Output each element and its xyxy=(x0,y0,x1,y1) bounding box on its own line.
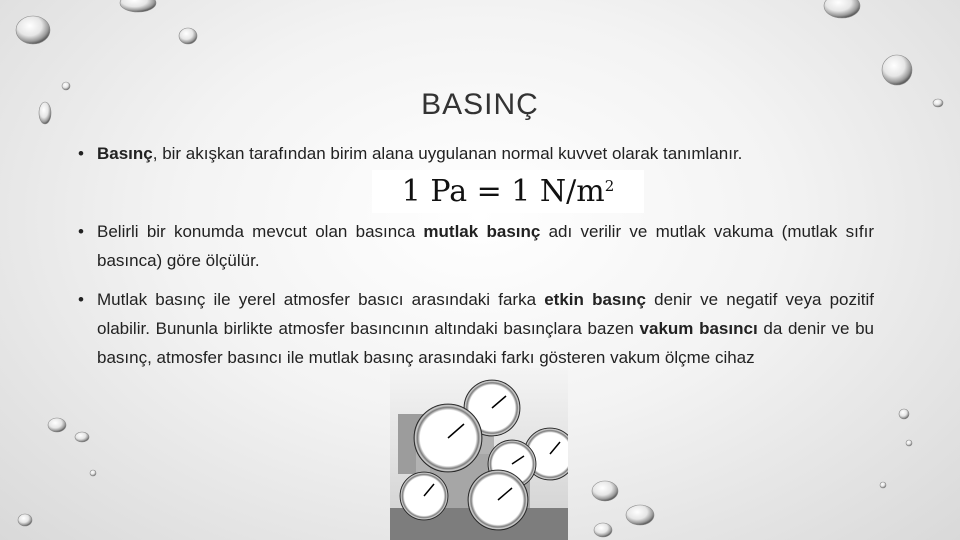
slide-title xyxy=(0,88,960,122)
bold-term-mutlak-basinc: mutlak basınç xyxy=(423,222,541,241)
water-drop xyxy=(594,523,612,537)
water-drop xyxy=(120,0,156,12)
formula-text: 1 Pa = 1 N/m xyxy=(401,174,605,209)
slide-title-text: BASINÇ xyxy=(421,88,539,121)
pressure-gauges-photo xyxy=(390,368,568,540)
bullet-dot: • xyxy=(78,290,84,309)
bullet-dot: • xyxy=(78,222,84,241)
water-drop xyxy=(824,0,860,18)
bullet-text-part: Mutlak basınç ile yerel atmosfer basıcı arasındaki farka xyxy=(97,290,545,309)
water-drop xyxy=(882,55,912,85)
water-drop xyxy=(899,409,909,419)
water-drop xyxy=(48,418,66,432)
water-drop xyxy=(592,481,618,501)
water-drop xyxy=(16,16,50,44)
pressure-gauge-icon xyxy=(414,404,482,472)
pressure-gauge-icon xyxy=(400,472,448,520)
bullet-text xyxy=(97,217,874,275)
water-drop xyxy=(880,482,886,488)
water-drop xyxy=(90,470,96,476)
bullet-dot: • xyxy=(78,144,84,163)
bullet-text-part: Belirli bir konumda mevcut olan basınca xyxy=(97,222,424,241)
water-drop xyxy=(179,28,197,44)
pascal-formula xyxy=(372,170,644,213)
water-drop xyxy=(906,440,912,446)
formula-exponent: 2 xyxy=(604,176,615,195)
bullet-definition xyxy=(78,139,874,168)
bullet-text-part: , bir akışkan tarafından birim alana uygulanan normal kuvvet olarak tanımlanır. xyxy=(152,144,743,163)
bold-term-basinc: Basınç xyxy=(97,144,153,163)
bullet-text-part: da denir ve bu basınç, atmosfer basıncı ile mutlak basınç arasındaki farkı gösteren vakum ölçme cihaz xyxy=(97,319,874,367)
pressure-gauge-icon xyxy=(468,470,528,530)
bold-term-vakum-basinci: vakum basıncı xyxy=(639,319,758,338)
water-drop xyxy=(626,505,654,525)
water-drop xyxy=(75,432,89,442)
bold-term-etkin-basinc: etkin basınç xyxy=(544,290,646,309)
bullet-text xyxy=(97,285,874,372)
water-drop xyxy=(18,514,32,526)
bullet-text-part: adı verilir ve mutlak vakuma (mutlak sıfır basınca) göre ölçülür. xyxy=(97,222,875,270)
bullet-text-part: denir ve negatif veya pozitif olabilir. Bununla birlikte atmosfer basıncının altındaki basınçlara bazen xyxy=(97,290,875,338)
bullet-gauge-pressure xyxy=(78,285,874,372)
bullet-absolute-pressure xyxy=(78,217,874,275)
bullet-text xyxy=(97,139,874,168)
